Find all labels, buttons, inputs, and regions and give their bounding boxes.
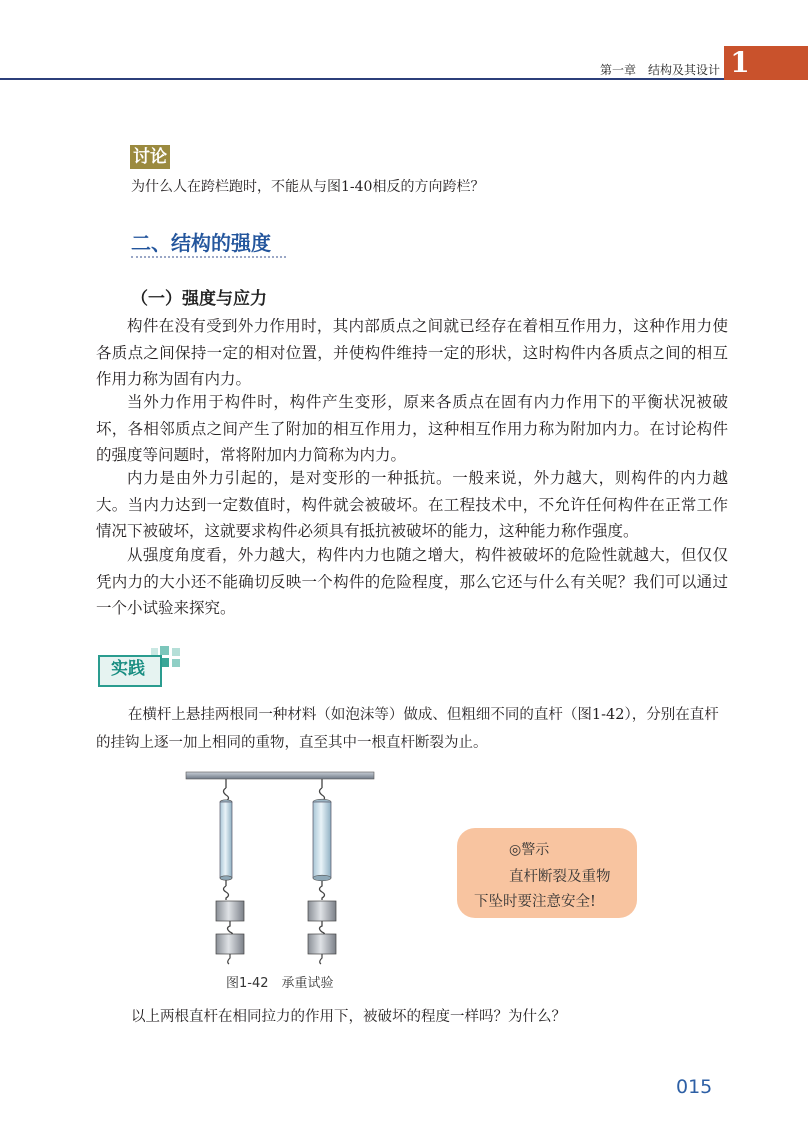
warning-line: 直杆断裂及重物 — [509, 869, 611, 885]
section-dotted-rule — [131, 256, 286, 258]
thick-rod — [313, 802, 331, 878]
body-paragraph: 从强度角度看，外力越大，构件内力也随之增大，构件被破坏的危险性就越大，但仅仅凭内力的大小还不能确切反映一个构件的危险程度，那么它还与什么有关呢？我们可以通过一个小试验来探究。 — [96, 546, 728, 617]
chapter-title: 第一章 结构及其设计 — [599, 63, 720, 77]
subsection-title: （一）强度与应力 — [131, 289, 267, 309]
body-paragraph: 当外力作用于构件时，构件产生变形，原来各质点在固有内力作用下的平衡状况被破坏，各相邻质点之间产生了附加的相互作用力，这种相互作用力称为附加内力。在讨论构件的强度等问题时，常将附加内力简称为内力。 — [96, 393, 728, 464]
thick-rod-assembly — [308, 779, 336, 964]
chapter-number: 1 — [730, 46, 750, 79]
decor-square — [160, 646, 169, 655]
decor-square — [172, 659, 180, 667]
weight — [216, 901, 244, 921]
crossbar — [186, 772, 374, 779]
figure-caption: 图1-42 承重试验 — [226, 976, 334, 991]
thin-rod — [220, 802, 232, 878]
thin-rod-assembly — [216, 779, 244, 964]
page-number: 015 — [676, 1076, 713, 1098]
warning-title: ◎警示 — [509, 842, 550, 858]
discuss-question: 为什么人在跨栏跑时，不能从与图1-40相反的方向跨栏？ — [131, 179, 485, 195]
decor-square — [151, 648, 158, 655]
practice-label: 实践 — [111, 659, 145, 679]
body-paragraph: 内力是由外力引起的，是对变形的一种抵抗。一般来说，外力越大，则构件的内力越大。当内力达到一定数值时，构件就会被破坏。在工程技术中，不允许任何构件在正常工作情况下被破坏，这就要求构件必须具有抵抗被破坏的能力，这种能力称作强度。 — [96, 469, 728, 540]
closing-question: 以上两根直杆在相同拉力的作用下，被破坏的程度一样吗？为什么？ — [131, 1009, 566, 1025]
weight — [308, 934, 336, 954]
practice-text: 在横杆上悬挂两根同一种材料（如泡沫等）做成、但粗细不同的直杆（图1-42），分别在直杆的挂钩上逐一加上相同的重物，直至其中一根直杆断裂为止。 — [96, 707, 719, 751]
decor-square — [172, 648, 180, 656]
weight — [216, 934, 244, 954]
warning-line: 下坠时要注意安全! — [474, 894, 596, 910]
discuss-tag: 讨论 — [130, 145, 170, 169]
section-title: 二、结构的强度 — [131, 231, 271, 255]
header-rule — [0, 78, 724, 80]
load-test-illustration — [180, 768, 380, 968]
weight — [308, 901, 336, 921]
body-paragraph: 构件在没有受到外力作用时，其内部质点之间就已经存在着相互作用力，这种作用力使各质点之间保持一定的相对位置，并使构件维持一定的形状，这时构件内各质点之间的相互作用力称为固有内力。 — [96, 317, 728, 388]
